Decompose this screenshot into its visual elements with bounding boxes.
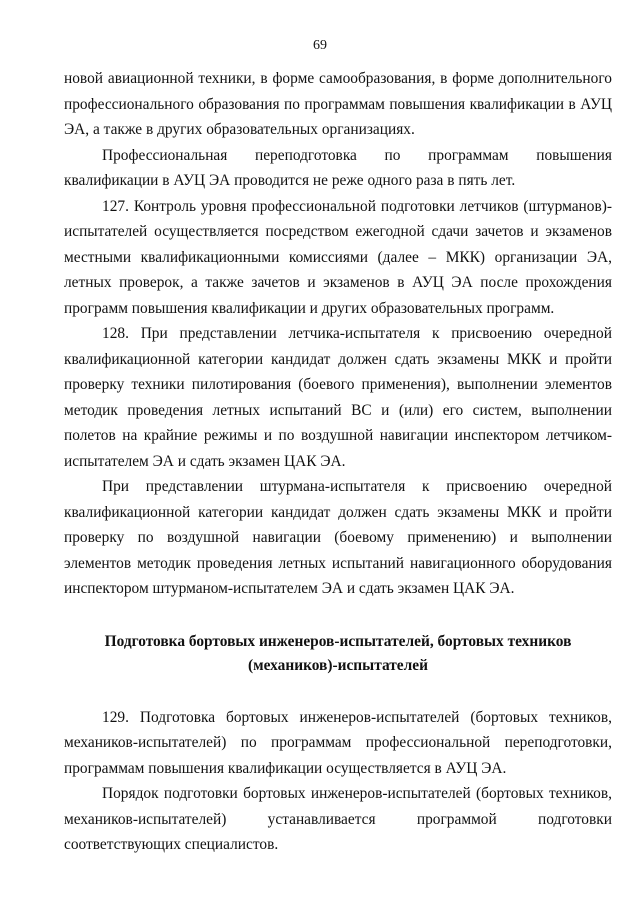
paragraph-128: 128. При представлении летчика-испытателя к присвоению очередной квалификационной категории кандидат должен сдать экзамены МКК и пройти проверку техники пилотирования (боевого применения), выполнении элементов методик проведения летных испытаний ВС и (или) его систем, выполнении полетов на крайние режимы и по воздушной навигации инспектором летчиком-испытателем ЭА и сдать экзамен ЦАК ЭА. [64,325,612,470]
paragraph-129: 129. Подготовка бортовых инженеров-испытателей (бортовых техников, механиков-испытателей) по программам профессиональной переподготовки, программам повышения квалификации осуществляется в АУЦ ЭА. [64,708,612,777]
paragraph-retraining-frequency: Профессиональная переподготовка по программам повышения квалификации в АУЦ ЭА проводится не реже одного раза в пять лет. [64,146,612,189]
section-heading [64,630,612,678]
document-body [64,66,612,858]
paragraph-continuation: новой авиационной техники, в форме самообразования, в форме дополнительного профессионального образования по программам повышения квалификации в АУЦ ЭА, а также в других образовательных организациях. [64,70,612,138]
paragraph-navigator-qualification: При представлении штурмана-испытателя к присвоению очередной квалификационной категории кандидат должен сдать экзамены МКК и пройти проверку по воздушной навигации (боевому применению) и выполнении элементов методик проведения летных испытаний навигационного оборудования инспектором штурманом-испытателем ЭА и сдать экзамен ЦАК ЭА. [64,478,612,597]
paragraph-127: 127. Контроль уровня профессиональной подготовки летчиков (штурманов)-испытателей осуществляется посредством ежегодной сдачи зачетов и экзаменов местными квалификационными комиссиями (далее – МКК) организации ЭА, летных проверок, а также зачетов и экзаменов в АУЦ ЭА после прохождения программ повышения квалификации и других образовательных программ. [64,197,612,317]
paragraph-training-procedure: Порядок подготовки бортовых инженеров-испытателей (бортовых техников, механиков-испытателей) устанавливается программой подготовки соответствующих специалистов. [64,785,612,853]
section-heading-line-2: (механиков)-испытателей [248,656,428,674]
section-heading-line-1: Подготовка бортовых инженеров-испытателей, бортовых техников [104,632,572,650]
page-number: 69 [313,38,327,53]
